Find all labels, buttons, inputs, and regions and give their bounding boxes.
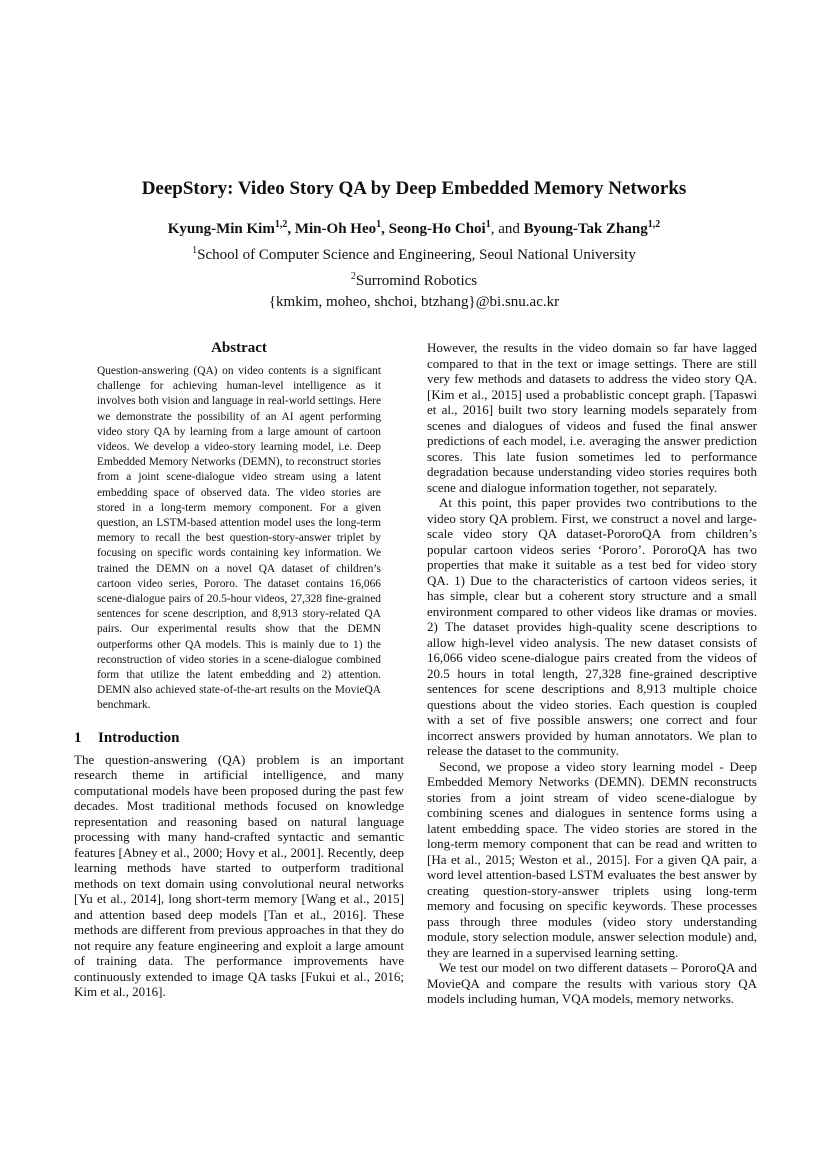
intro-paragraph-3: At this point, this paper provides two contributions to the video story QA problem. First, we construct a novel and large-scale video story QA dataset-PororoQA from children’s popular cartoon videos series ‘Pororo’. PororoQA has two properties that make it suitable as a test bed for video story QA. 1) Due to the characteristics of cartoon videos series, it has simple, clear but a coherent story structure and a small environment compared to other videos like dramas or movies. 2) The dataset provides high-quality scene descriptions to allow high-level video analysis. The new dataset consists of 16,066 video scene-dialogue pairs created from the videos of 20.5 hours in total length, 27,328 fine-grained descriptive sentences for scene descriptions and 8,913 multiple choice questions about the video stories. Each question is coupled with a set of five possible answers; one correct and four incorrect answers provided by human annotators. We plan to release the dataset to the community.: [427, 495, 757, 758]
author-separator: , and: [490, 221, 524, 237]
author-name: Min-Oh Heo: [294, 221, 377, 237]
author-separator: ,: [287, 221, 295, 237]
author-affiliation-mark: 1: [485, 219, 491, 230]
intro-paragraph-4: Second, we propose a video story learning model - Deep Embedded Memory Networks (DEMN). DEMN reconstructs stories from a joint stream of video scene-dialogue by combining scenes and dialogues in sentence forms using a latent embedding space. The video stories are stored in the long-term memory component that can be read and written to [Ha et al., 2015; Weston et al., 2015]. For a given QA pair, a word level attention-based LSTM evaluates the best answer by creating question-story-answer triplets using long-term memory and focusing on specific keywords. These processes pass through three modules (video story understanding module, story selection module, answer selection module) and, they are learned in a supervised learning setting.: [427, 758, 757, 960]
author-emails: {kmkim, moheo, shchoi, btzhang}@bi.snu.ac.kr: [268, 294, 560, 310]
section-heading: [74, 730, 404, 747]
author-block: [0, 214, 828, 313]
intro-paragraph-2: However, the results in the video domain so far have lagged compared to that in the text or image settings. There are still very few methods and datasets to address the video story QA. [Kim et al., 2015] used a probablistic concept graph. [Tapaswi et al., 2016] built two story learning models separately from scenes and dialogues of videos and fused the final answer predictions of each model, i.e. averaging the answer prediction scores. This late fusion sometimes led to performance degradation because understanding video stories requires both scene and dialogue information together, not separately.: [427, 340, 757, 495]
right-column: [427, 340, 757, 1007]
section-number: 1: [74, 729, 82, 746]
affiliation-mark: 1: [192, 245, 198, 256]
author-affiliation-mark: 1,2: [647, 219, 661, 230]
abstract-body: Question-answering (QA) on video contents is a significant challenge for achieving human-level intelligence as it involves both vision and language in real-world settings. Here we demonstrate the possibility of an AI agent performing video story QA by learning from a large amount of cartoon videos. We develop a video-story learning model, i.e. Deep Embedded Memory Networks (DEMN), to reconstruct stories from a joint scene-dialogue video stream using a latent embedding space of observed data. The video stories are stored in a long-term memory component. For a given question, an LSTM-based attention model uses the long-term memory to recall the best question-story-answer triplet by focusing on specific words containing key information. We trained the DEMN on a novel QA dataset of children’s cartoon video series, Pororo. The dataset contains 16,066 scene-dialogue pairs of 20.5-hour videos, 27,328 fine-grained sentences for scene description, and 8,913 story-related QA pairs. Our experimental results show that the DEMN outperforms other QA models. This is mainly due to 1) the reconstruction of video stories in a scene-dialogue combined form that utilize the latent embedding and 2) attention. DEMN also achieved state-of-the-art results on the MovieQA benchmark.: [97, 365, 381, 712]
author-separator: ,: [381, 221, 389, 237]
affiliation-1: [0, 240, 828, 266]
paper-title: DeepStory: Video Story QA by Deep Embedded Memory Networks: [141, 178, 687, 199]
intro-paragraph-1: The question-answering (QA) problem is an important research theme in artificial intelligence, and many computational models have been proposed during the past few decades. Most traditional methods focused on knowledge representation and reasoning based on natural language processing with many hand-crafted syntactic and semantic features [Abney et al., 2000; Hovy et al., 2001]. Recently, deep learning methods have started to outperform traditional methods on text domain using convolutional neural networks [Yu et al., 2014], long short-term memory [Wang et al., 2015] and attention based deep models [Tan et al., 2016]. These methods are different from previous approaches in that they do not require any feature engineering and exploit a large amount of training data. The performance improvements have continuously extended to image QA tasks [Fukui et al., 2016; Kim et al., 2016].: [74, 751, 404, 1000]
abstract-heading: Abstract: [211, 340, 267, 356]
author-affiliation-mark: 1: [376, 219, 382, 230]
affiliation-mark: 2: [350, 271, 356, 282]
affiliation-2: [0, 266, 828, 292]
author-name: Kyung-Min Kim: [167, 221, 275, 237]
author-affiliation-mark: 1,2: [274, 219, 288, 230]
author-name: Byoung-Tak Zhang: [523, 221, 648, 237]
author-list: [0, 214, 828, 240]
section-title: Introduction: [98, 729, 180, 746]
affiliation-text: School of Computer Science and Engineering, Seoul National University: [197, 247, 636, 263]
intro-paragraph-5: We test our model on two different datasets – PororoQA and MovieQA and compare the results with various story QA models including human, VQA models, memory networks.: [427, 960, 757, 1006]
left-column: [74, 340, 404, 1000]
affiliation-text: Surromind Robotics: [355, 273, 478, 289]
author-name: Seong-Ho Choi: [388, 221, 486, 237]
